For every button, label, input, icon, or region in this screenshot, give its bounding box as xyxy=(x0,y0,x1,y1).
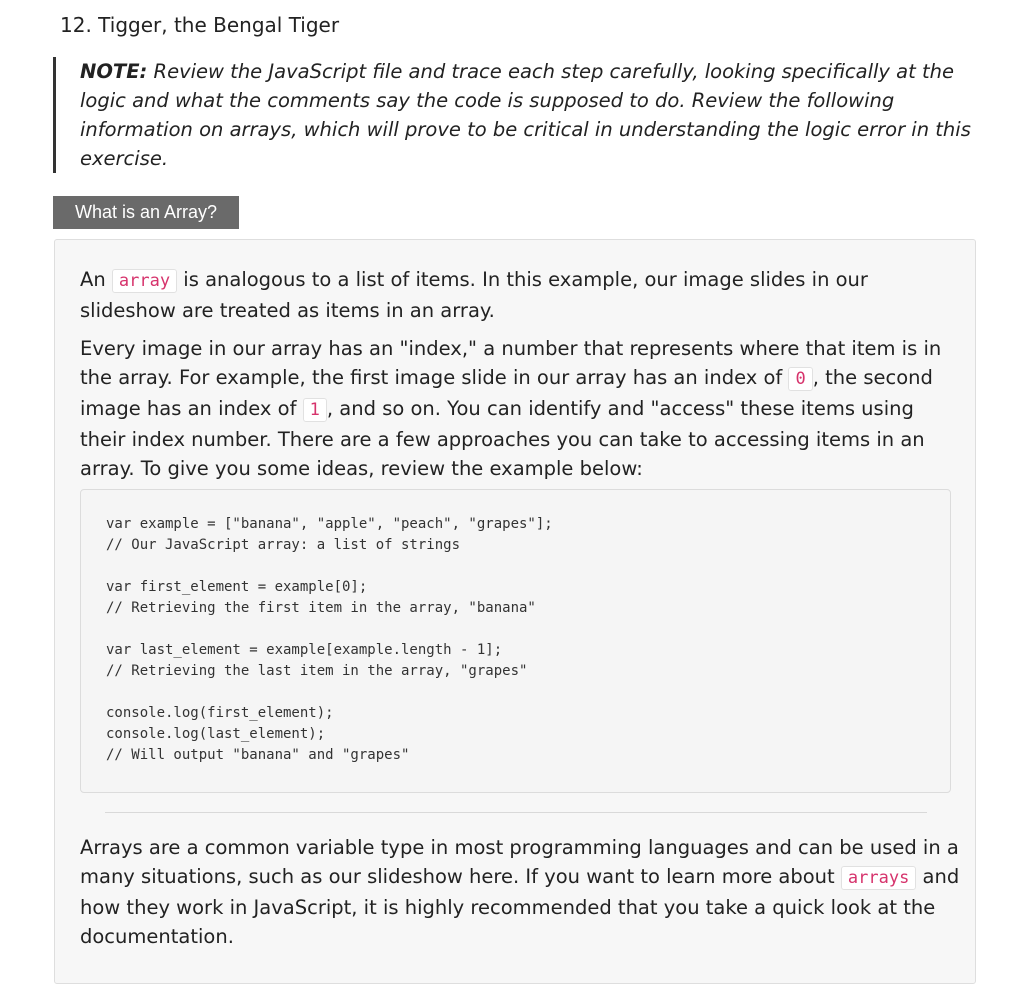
item-heading: 12. Tigger, the Bengal Tiger xyxy=(60,13,340,37)
inline-code-arrays: arrays xyxy=(841,866,916,890)
note-label: NOTE: xyxy=(80,60,148,83)
code-line: var last_element = example[example.length - 1]; xyxy=(106,642,503,658)
code-line: // Retrieving the first item in the array, "banana" xyxy=(106,600,536,616)
code-example-block xyxy=(80,489,951,793)
text-segment: , the second image has an index of xyxy=(80,366,933,420)
inline-code-index-1: 1 xyxy=(303,398,327,422)
section-tab-what-is-array[interactable]: What is an Array? xyxy=(53,196,239,229)
inline-code-index-0: 0 xyxy=(788,367,812,391)
code-blank-line xyxy=(106,619,950,640)
text-segment: and how they work in JavaScript, it is highly recommended that you take a quick look at the documentation. xyxy=(80,865,960,948)
code-line: console.log(last_element); xyxy=(106,726,326,742)
code-blank-line xyxy=(106,556,950,577)
text-segment: An xyxy=(80,268,112,291)
code-line: // Retrieving the last item in the array, "grapes" xyxy=(106,663,528,679)
array-info-panel xyxy=(54,239,976,984)
text-segment: Every image in our array has an "index," a number that represents where that item is in the array. For example, the first image slide in our array has an index of xyxy=(80,337,942,389)
section-divider xyxy=(105,812,927,813)
code-blank-line xyxy=(106,682,950,703)
array-index-paragraph xyxy=(80,334,965,483)
note-callout xyxy=(53,57,983,173)
text-segment: Arrays are a common variable type in most programming languages and can be used in a many situations, such as our slideshow here. If you want to learn more about xyxy=(80,836,959,888)
text-segment: is analogous to a list of items. In this example, our image slides in our slideshow are treated as items in an array. xyxy=(80,268,868,322)
note-text: Review the JavaScript file and trace each step carefully, looking specifically at the logic and what the comments say the code is supposed to do. Review the following information on arrays, which will prove to be critical in understanding the logic error in this exercise. xyxy=(80,60,971,170)
arrays-learn-more-paragraph xyxy=(80,833,965,951)
code-line: // Will output "banana" and "grapes" xyxy=(106,747,410,763)
code-line: console.log(first_element); xyxy=(106,705,334,721)
text-segment: , and so on. You can identify and "access" these items using their index number. There are a few approaches you can take to accessing items in an array. To give you some ideas, review the example below: xyxy=(80,397,925,480)
code-line: var example = ["banana", "apple", "peach", "grapes"]; xyxy=(106,516,553,532)
inline-code-array: array xyxy=(112,269,177,293)
array-intro-paragraph xyxy=(80,265,965,325)
code-line: var first_element = example[0]; xyxy=(106,579,368,595)
code-line: // Our JavaScript array: a list of strings xyxy=(106,537,461,553)
